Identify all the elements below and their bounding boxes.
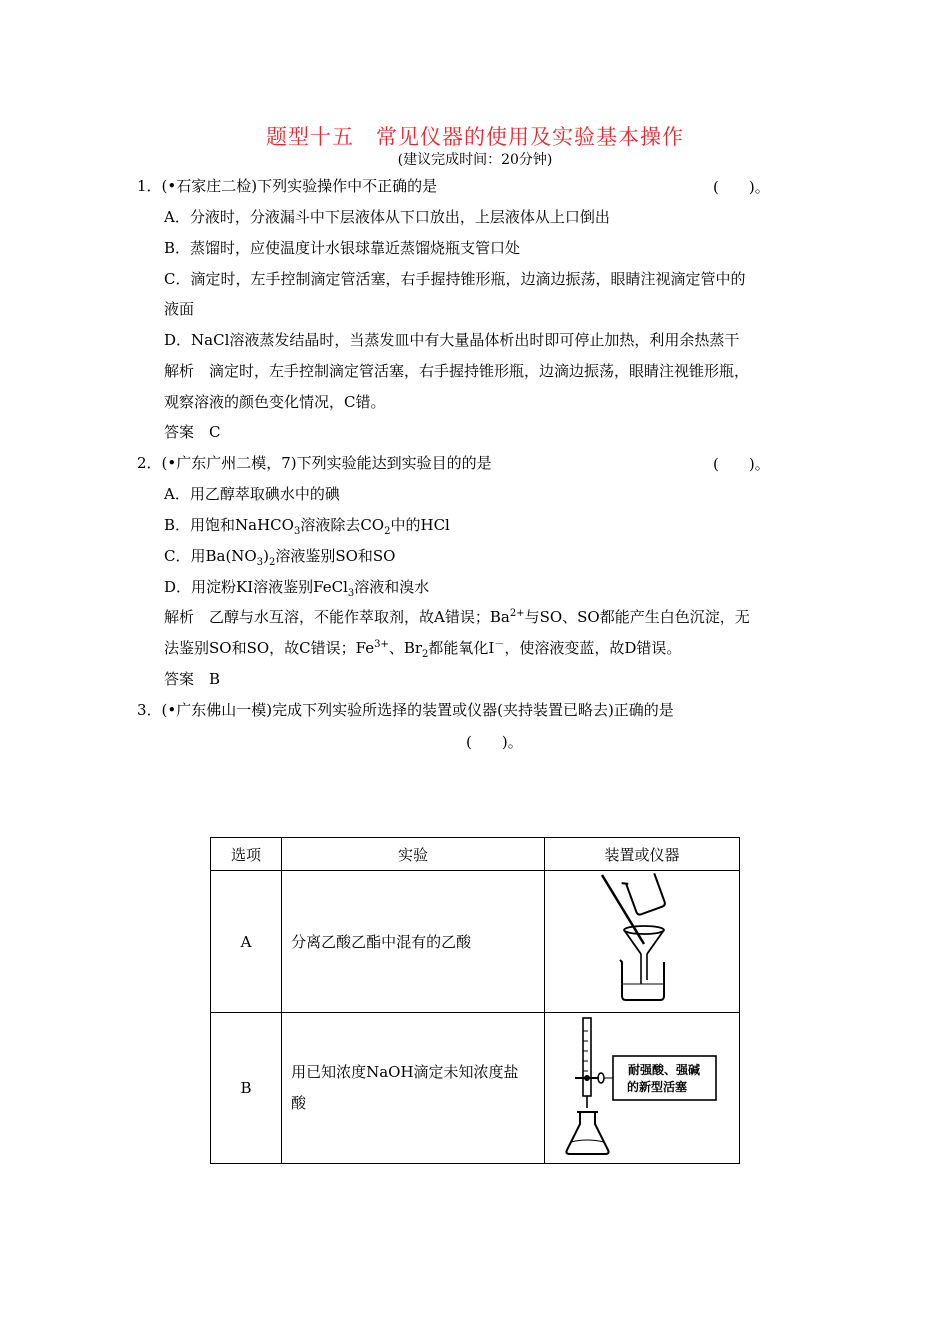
q2-explanation-line1: 解析 乙醇与水互溶，不能作萃取剂，故A错误；$Ba^{2+}$与SO、SO都能产生白色沉淀，无 [164,608,750,626]
table-row [211,1013,740,1164]
header-apparatus: 装置或仪器 [544,838,739,871]
row-a-apparatus [544,871,739,1013]
q2-answer-blank: ( )。 [713,455,770,473]
q2-option-b: B．用饱和NaHCO$_3$溶液除去$CO_2$中的HCl [164,516,450,537]
titration-apparatus-image [545,1016,739,1161]
row-a-experiment: 分离乙酸乙酯中混有的乙酸 [282,871,545,1013]
stopcock-label-line1: 耐强酸、强碱 [627,1062,700,1077]
row-b-apparatus [544,1013,739,1164]
q2-explanation-line2: 法鉴别SO和SO，故C错误；$Fe^{3+}$、$Br_2$都能氧化I－，使溶液变蓝，故D错误。 [164,639,682,660]
q2-option-c: C．用$Ba(NO_3)_2$溶液鉴别SO和SO [164,547,396,568]
options-table [210,837,740,1164]
filtration-apparatus-image [582,872,702,1007]
row-a-option: A [211,871,282,1013]
page-subtitle: (建议完成时间：20分钟) [397,152,553,168]
q1-option-a: A．分液时，分液漏斗中下层液体从下口放出，上层液体从上口倒出 [164,208,610,226]
q1-option-c-line1: C．滴定时，左手控制滴定管活塞，右手握持锥形瓶，边滴边振荡，眼睛注视滴定管中的 [164,270,746,288]
q3-answer-blank: ( )。 [466,733,523,751]
q1-option-c-line2: 液面 [164,300,195,318]
page-title: 题型十五 常见仪器的使用及实验基本操作 [266,125,684,149]
q2-option-a: A．用乙醇萃取碘水中的碘 [164,485,340,503]
q1-answer-blank: ( )。 [713,178,770,196]
row-b-option: B [211,1013,282,1164]
header-option: 选项 [211,838,282,871]
table-row [211,871,740,1013]
q1-answer: 答案 C [164,423,221,441]
header-experiment: 实验 [282,838,545,871]
q1-stem: 1．(•石家庄二检)下列实验操作中不正确的是 [137,177,438,195]
q1-option-b: B．蒸馏时，应使温度计水银球靠近蒸馏烧瓶支管口处 [164,239,521,257]
q2-option-d: D．用淀粉KI溶液鉴别FeCl$_3$溶液和溴水 [164,578,430,599]
q2-answer: 答案 B [164,670,221,688]
q1-option-d: D．NaCl溶液蒸发结晶时，当蒸发皿中有大量晶体析出时即可停止加热，利用余热蒸干 [164,331,740,349]
q1-explanation-line1: 解析 滴定时，左手控制滴定管活塞，右手握持锥形瓶，边滴边振荡，眼睛注视锥形瓶， [164,362,750,380]
stopcock-label-line2: 的新型活塞 [626,1079,687,1094]
table-header-row [211,838,740,871]
q2-stem: 2．(•广东广州二模，7)下列实验能达到实验目的的是 [137,454,492,472]
row-b-experiment: 用已知浓度NaOH滴定未知浓度盐 酸 [282,1013,545,1164]
q3-stem: 3．(•广东佛山一模)完成下列实验所选择的装置或仪器(夹持装置已略去)正确的是 [137,701,674,719]
q1-explanation-line2: 观察溶液的颜色变化情况，C错。 [164,393,386,411]
